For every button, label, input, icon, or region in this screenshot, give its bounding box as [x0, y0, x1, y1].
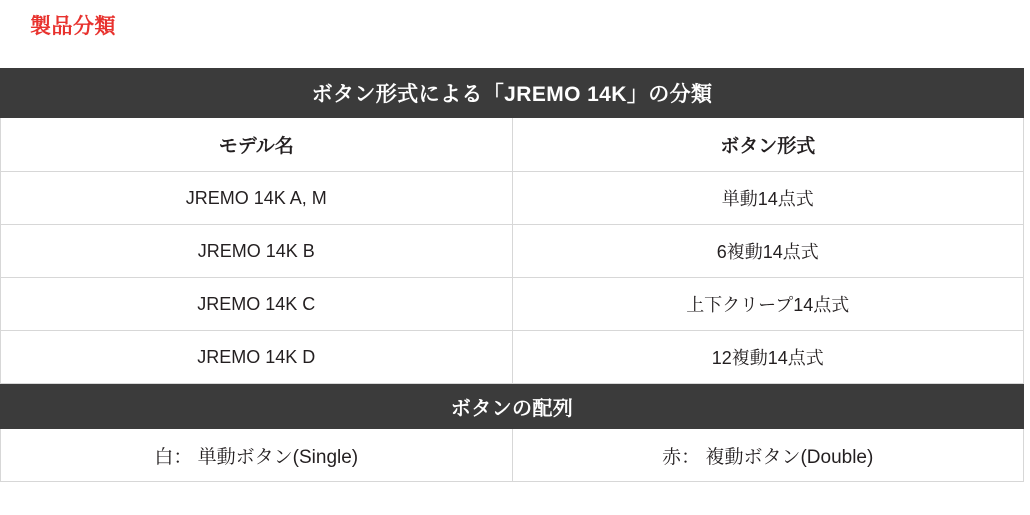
- column-header-button-type: ボタン形式: [512, 118, 1024, 172]
- table-second-band: ボタンの配列: [1, 384, 1024, 429]
- page-title: 製品分類: [30, 15, 116, 38]
- legend-single-button: 白： 単動ボタン(Single): [1, 429, 513, 482]
- table-header-band-row: [1, 69, 1024, 118]
- cell-model: JREMO 14K D: [1, 331, 513, 384]
- cell-model: JREMO 14K B: [1, 225, 513, 278]
- table-row: [1, 172, 1024, 225]
- table-legend-row: [1, 429, 1024, 482]
- cell-button-type: 単動14点式: [512, 172, 1024, 225]
- cell-button-type: 上下クリープ14点式: [512, 278, 1024, 331]
- cell-model: JREMO 14K C: [1, 278, 513, 331]
- column-header-model: モデル名: [1, 118, 513, 172]
- legend-double-button: 赤： 複動ボタン(Double): [512, 429, 1024, 482]
- table-second-band-row: [1, 384, 1024, 429]
- cell-model: JREMO 14K A, M: [1, 172, 513, 225]
- cell-button-type: 12複動14点式: [512, 331, 1024, 384]
- table-column-header-row: [1, 118, 1024, 172]
- table-header-band: ボタン形式による「JREMO 14K」の分類: [1, 69, 1024, 118]
- table-row: [1, 225, 1024, 278]
- classification-table-wrapper: [0, 68, 1030, 482]
- classification-table: [0, 68, 1024, 482]
- table-row: [1, 331, 1024, 384]
- cell-button-type: 6複動14点式: [512, 225, 1024, 278]
- table-row: [1, 278, 1024, 331]
